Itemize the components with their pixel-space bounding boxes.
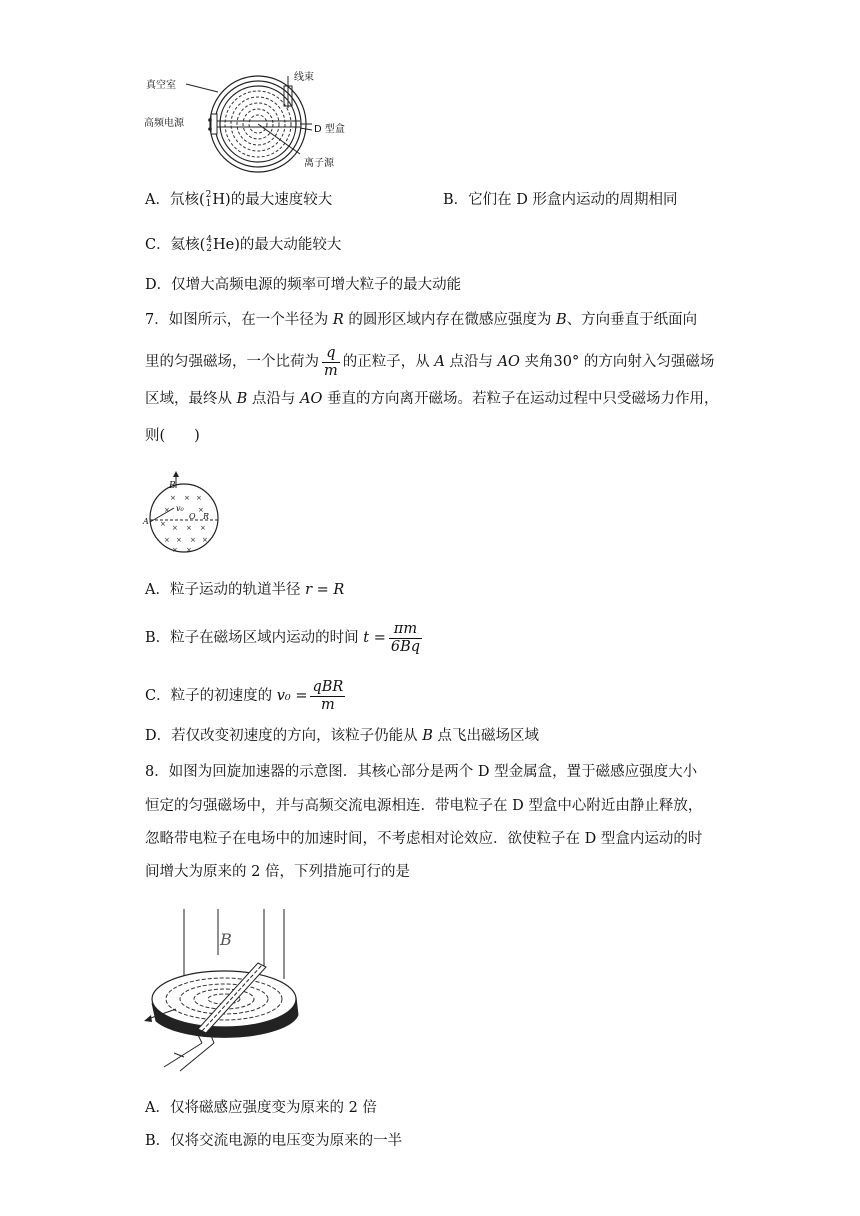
svg-text:×: × xyxy=(184,494,190,502)
q6-option-a: A．氘核( 2 1 H)的最大速度较大 xyxy=(145,190,333,209)
svg-text:×: × xyxy=(198,506,204,514)
svg-text:×: × xyxy=(160,520,166,528)
label-hf-power: 高频电源 xyxy=(144,118,184,129)
svg-text:×: × xyxy=(172,546,178,554)
q8-option-a: A．仅将磁感应强度变为原来的 2 倍 xyxy=(145,1100,377,1116)
q7-stem-line2: 里的匀强磁场，一个比荷为 $\frac{q}{m}$ 的正粒子，从 A 点沿与 AO 夹角30° 的方向射入匀强磁场 xyxy=(145,344,715,379)
q8-option-b: B．仅将交流电源的电压变为原来的一半 xyxy=(145,1133,403,1149)
q7-option-d: D．若仅改变初速度的方向，该粒子仍能从 B 点飞出磁场区域 xyxy=(145,728,539,744)
svg-text:×: × xyxy=(176,536,182,544)
fig2-label-a: A xyxy=(143,517,149,526)
svg-text:×: × xyxy=(186,524,192,532)
q6-option-b: B．它们在 D 形盒内运动的周期相同 xyxy=(443,192,678,208)
magnetic-field-circle-diagram xyxy=(140,468,230,560)
svg-text:×: × xyxy=(164,536,170,544)
q7-stem-line4: 则( ) xyxy=(145,428,200,444)
fig2-label-r: R xyxy=(203,512,210,521)
svg-text:×: × xyxy=(186,546,192,554)
q8-stem-line3: 忽略带电粒子在电场中的加速时间，不考虑相对论效应．欲使粒子在 D 型盒内运动的时 xyxy=(145,831,703,847)
q8-stem-line4: 间增大为原来的 2 倍，下列措施可行的是 xyxy=(145,864,410,880)
label-vacuum-chamber: 真空室 xyxy=(146,80,176,91)
svg-text:×: × xyxy=(196,494,202,502)
q6-option-c: C．氦核( 4 2 He)的最大动能较大 xyxy=(145,235,342,254)
label-d-box: D 型盒 xyxy=(314,124,345,135)
svg-text:×: × xyxy=(200,524,206,532)
fig2-label-b: B xyxy=(169,481,176,491)
fig2-label-v0: v₀ xyxy=(176,504,184,513)
q8-stem-line2: 恒定的匀强磁场中，并与高频交流电源相连．带电粒子在 D 型盒中心附近由静止释放， xyxy=(145,798,703,814)
q8-stem-line1: 8．如图为回旋加速器的示意图．其核心部分是两个 D 型金属盒，置于磁感应强度大小 xyxy=(145,764,698,780)
q7-stem-line1: 7．如图所示，在一个半径为 R 的圆形区域内存在微感应强度为 B、方向垂直于纸面向 xyxy=(145,312,698,328)
fig2-label-o: O xyxy=(189,512,196,521)
svg-text:×: × xyxy=(164,506,170,514)
q7-stem-line3: 区域，最终从 B 点沿与 AO 垂直的方向离开磁场。若粒子在运动过程中只受磁场力作用， xyxy=(145,391,719,407)
q7-option-c: C．粒子的初速度的 v₀ = $\frac{\text{qBR}}{m}$ xyxy=(145,678,344,713)
label-beam: 线束 xyxy=(294,72,314,83)
svg-text:×: × xyxy=(202,536,208,544)
svg-text:×: × xyxy=(190,536,196,544)
label-ion-source: 离子源 xyxy=(304,158,334,169)
fig3-label-b: B xyxy=(220,930,232,949)
svg-text:×: × xyxy=(170,494,176,502)
q7-option-a: A．粒子运动的轨道半径 r = R xyxy=(145,582,345,598)
q7-option-b: B．粒子在磁场区域内运动的时间 t = $\frac{\pi m}{6Bq}$ xyxy=(145,620,421,655)
q6-option-d: D．仅增大高频电源的频率可增大粒子的最大动能 xyxy=(145,277,462,293)
svg-text:×: × xyxy=(172,524,178,532)
